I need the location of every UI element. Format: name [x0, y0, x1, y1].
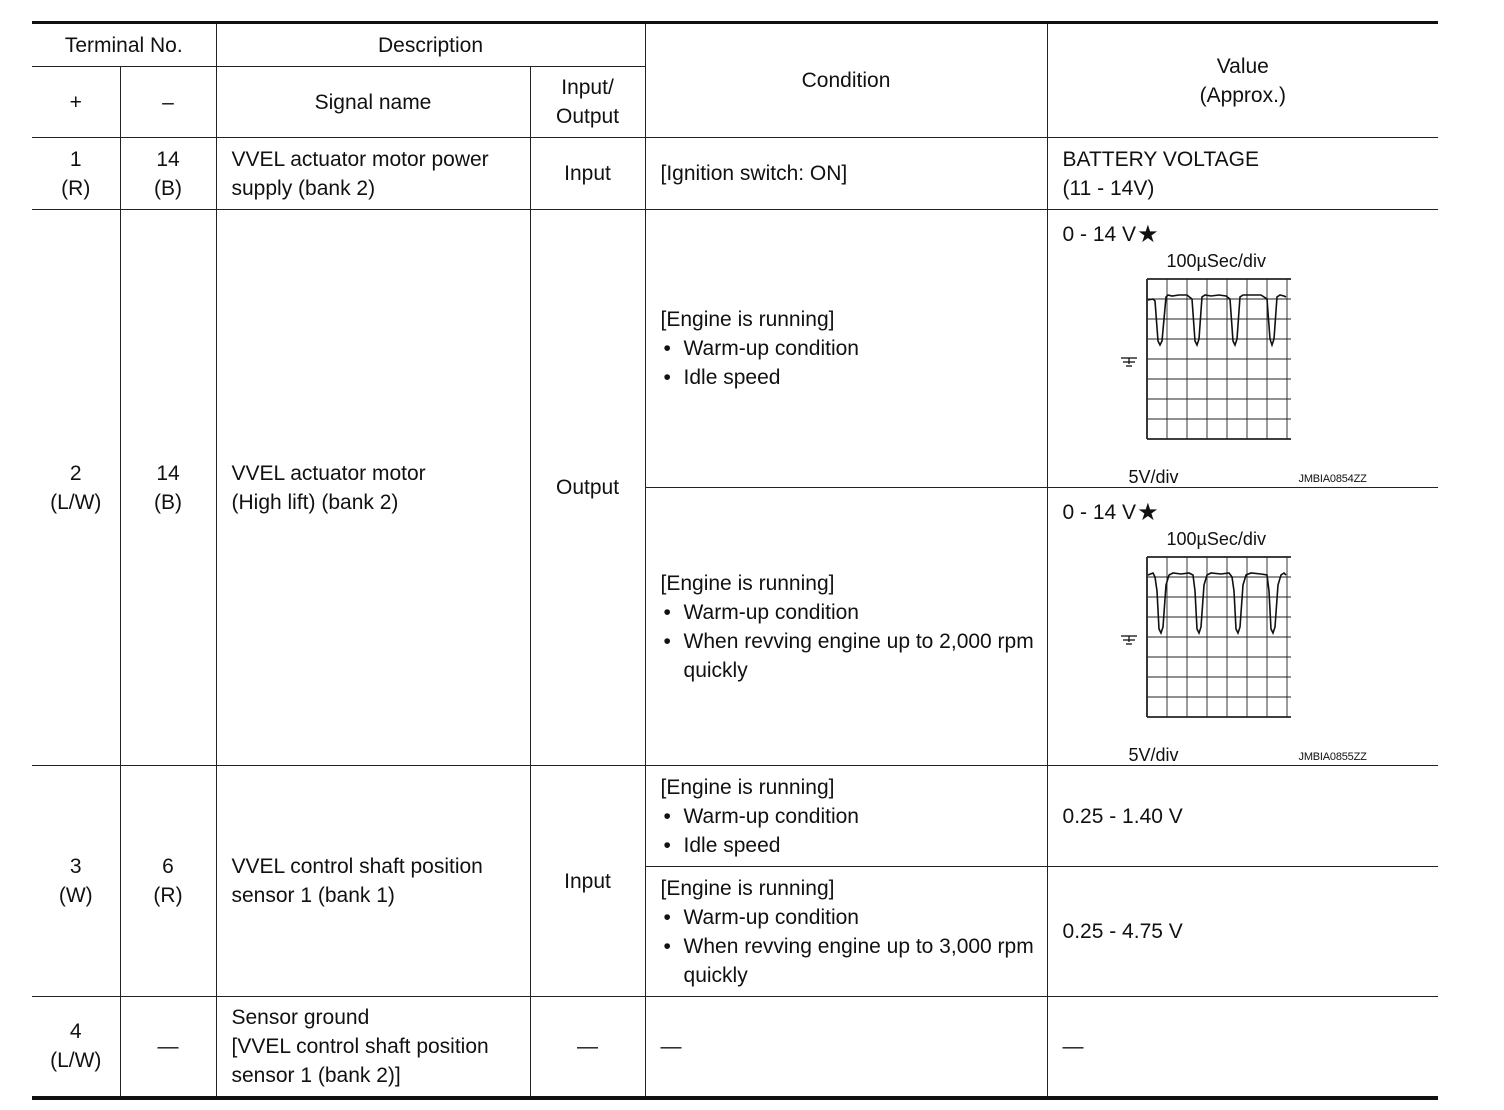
wire-color: (L/W) [50, 490, 102, 514]
waveform-trace [1148, 573, 1286, 633]
signal-name [216, 997, 530, 1098]
condition-bullet: • Warm-up condition [661, 598, 1041, 627]
value-line: BATTERY VOLTAGE [1062, 147, 1259, 171]
value [1047, 138, 1438, 210]
header-value-line1: Value [1216, 54, 1269, 78]
condition-bullet: • Warm-up condition [661, 802, 1041, 831]
input-output: — [530, 997, 645, 1098]
condition: [Ignition switch: ON] [645, 138, 1047, 210]
value-text: 0 - 14 V [1062, 223, 1137, 246]
value: 0.25 - 4.75 V [1047, 867, 1438, 997]
condition-list [661, 334, 1041, 392]
wire-color: (W) [58, 884, 93, 907]
header-plus: + [32, 67, 120, 138]
oscilloscope-waveform [1063, 529, 1393, 765]
condition-head: [Engine is running] [660, 571, 835, 595]
condition-bullet: • Warm-up condition [661, 334, 1041, 363]
input-output: Output [530, 210, 645, 766]
value: — [1047, 997, 1438, 1098]
wire-color: (R) [61, 176, 91, 200]
condition-list [661, 598, 1041, 685]
terminal-minus [120, 210, 216, 766]
terminal-number: 6 [162, 855, 174, 878]
value-line: (11 - 14V) [1062, 176, 1155, 200]
timebase-label: 100µSec/div [1166, 529, 1266, 549]
waveform-trace [1148, 295, 1286, 345]
signal-line: VVEL actuator motor [231, 461, 426, 485]
scope-grid [1147, 279, 1291, 439]
input-output: Input [530, 138, 645, 210]
header-signal-name: Signal name [216, 67, 530, 138]
signal-line: [VVEL control shaft position [231, 1034, 489, 1058]
header-io-line2: Output [555, 105, 620, 128]
signal-line: Sensor ground [231, 1005, 370, 1029]
terminal-number: 2 [69, 461, 82, 485]
terminal-spec-table [32, 21, 1438, 1100]
signal-line: VVEL actuator motor power [231, 147, 489, 171]
terminal-number: 1 [69, 147, 82, 171]
condition [645, 867, 1047, 997]
header-minus: – [120, 67, 216, 138]
terminal-number: 14 [156, 147, 180, 171]
value-text: 0 - 14 V [1062, 501, 1137, 524]
input-output: Input [530, 766, 645, 997]
condition-head: [Engine is running] [660, 876, 835, 900]
volt-div-label: 5V/div [1128, 745, 1179, 765]
ground-icon [1121, 636, 1137, 644]
value: 0.25 - 1.40 V [1047, 766, 1438, 867]
terminal-plus [32, 210, 120, 766]
waveform-graph [1111, 551, 1291, 747]
signal-name [216, 766, 530, 997]
header-value-line2: (Approx.) [1199, 83, 1286, 107]
terminal-plus [32, 766, 120, 997]
figure-code: JMBIA0854ZZ [1298, 473, 1367, 485]
condition-bullet: • Idle speed [661, 363, 1041, 392]
condition [645, 210, 1047, 488]
terminal-minus: — [120, 997, 216, 1098]
volt-div-label: 5V/div [1128, 467, 1179, 487]
signal-name [216, 138, 530, 210]
condition-list [661, 802, 1041, 860]
wire-color: (B) [154, 176, 182, 200]
table-row [32, 766, 1438, 867]
star-icon: ★ [1137, 499, 1159, 526]
header-condition: Condition [645, 23, 1047, 138]
header-terminal-no: Terminal No. [32, 23, 216, 67]
table-row [32, 997, 1438, 1098]
wire-color: (R) [153, 884, 183, 907]
header-description: Description [216, 23, 645, 67]
wire-color: (B) [154, 490, 182, 514]
value [1047, 210, 1438, 488]
signal-line: sensor 1 (bank 1) [231, 884, 395, 907]
header-io-line1: Input/ [561, 76, 614, 99]
table-row [32, 210, 1438, 488]
timebase-label: 100µSec/div [1166, 251, 1266, 271]
condition-bullet: • When revving engine up to 2,000 rpm quickly [661, 627, 1041, 685]
terminal-number: 4 [69, 1020, 82, 1044]
terminal-minus [120, 138, 216, 210]
wire-color: (L/W) [50, 1049, 102, 1073]
signal-name [216, 210, 530, 766]
signal-line: supply (bank 2) [231, 176, 376, 200]
condition-bullet: • When revving engine up to 3,000 rpm quickly [661, 932, 1041, 990]
terminal-number: 3 [69, 855, 82, 878]
terminal-plus [32, 138, 120, 210]
figure-code: JMBIA0855ZZ [1298, 751, 1367, 763]
condition-head: [Engine is running] [660, 308, 835, 331]
header-input-output [530, 67, 645, 138]
terminal-plus [32, 997, 120, 1098]
condition: — [645, 997, 1047, 1098]
condition-bullet: • Warm-up condition [661, 903, 1041, 932]
scope-grid [1147, 557, 1291, 717]
waveform-graph [1111, 273, 1291, 469]
condition-list [661, 903, 1041, 990]
value-heading [1063, 220, 1433, 249]
star-icon: ★ [1137, 221, 1159, 248]
terminal-minus [120, 766, 216, 997]
signal-line: VVEL control shaft position [231, 855, 483, 878]
header-value [1047, 23, 1438, 138]
oscilloscope-waveform [1063, 251, 1393, 487]
value [1047, 488, 1438, 766]
terminal-number: 14 [156, 461, 180, 485]
table-row [32, 138, 1438, 210]
ground-icon [1121, 358, 1137, 366]
condition [645, 766, 1047, 867]
condition [645, 488, 1047, 766]
value-heading [1063, 498, 1433, 527]
condition-head: [Engine is running] [660, 775, 835, 799]
condition-bullet: • Idle speed [661, 831, 1041, 860]
signal-line: (High lift) (bank 2) [231, 490, 399, 514]
signal-line: sensor 1 (bank 2)] [231, 1063, 401, 1087]
